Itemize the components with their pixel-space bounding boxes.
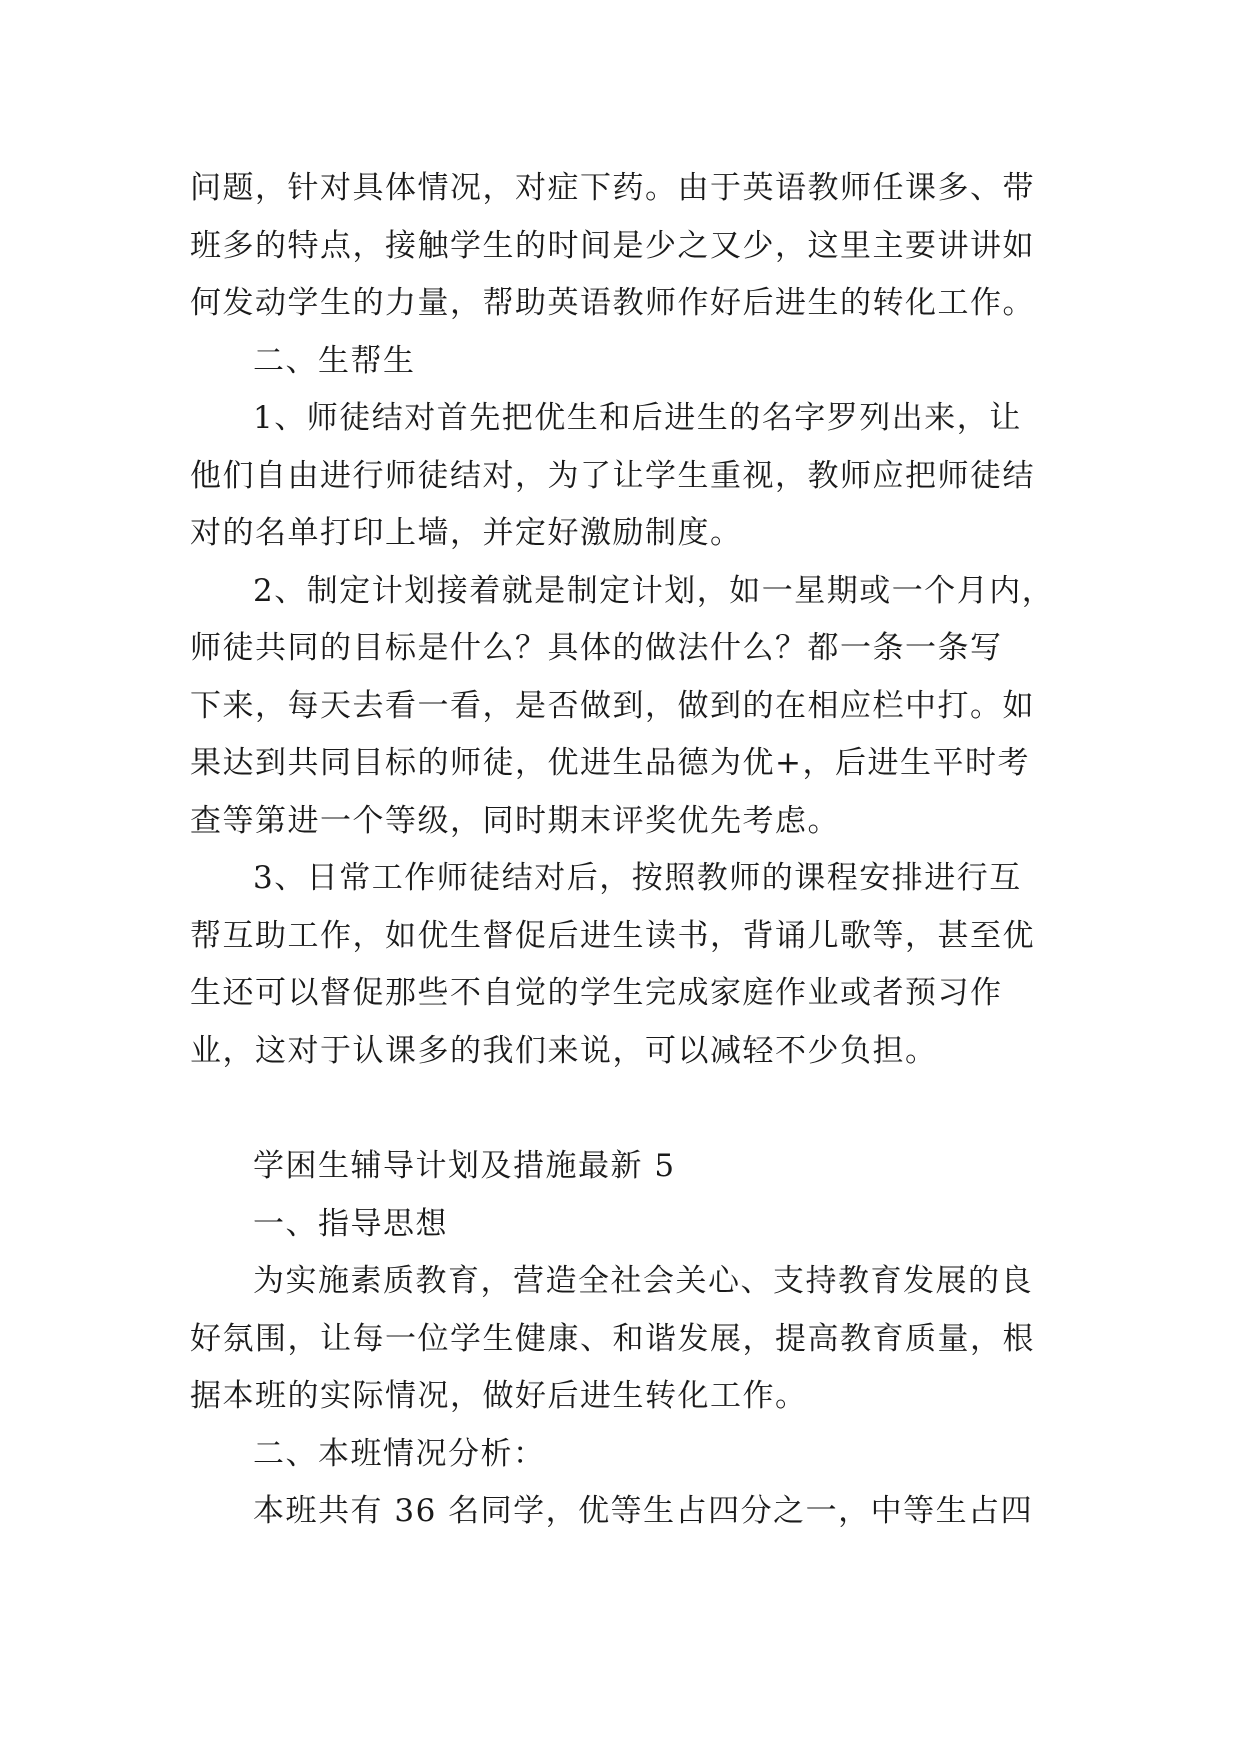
paragraph-line: 果达到共同目标的师徒，优进生品德为优+，后进生平时考 (190, 745, 1030, 781)
paragraph-line: 2、制定计划接着就是制定计划，如一星期或一个月内， (253, 572, 1055, 609)
paragraph-line: 业，这对于认课多的我们来说，可以减轻不少负担。 (190, 1032, 938, 1069)
paragraph-line: 帮互助工作，如优生督促后进生读书，背诵儿歌等，甚至优 (190, 917, 1035, 954)
paragraph-line: 对的名单打印上墙，并定好激励制度。 (190, 515, 743, 551)
paragraph-line: 生还可以督促那些不自觉的学生完成家庭作业或者预习作 (190, 975, 1003, 1011)
document-page (190, 160, 1055, 1541)
paragraph-line: 3、日常工作师徒结对后，按照教师的课程安排进行互 (253, 860, 1022, 896)
section-heading: 二、本班情况分析： (253, 1435, 546, 1472)
blank-gap (190, 1080, 1050, 1138)
paragraph-line: 好氛围，让每一位学生健康、和谐发展，提高教育质量，根 (190, 1320, 1035, 1357)
paragraph-line: 班多的特点，接触学生的时间是少之又少，这里主要讲讲如 (190, 227, 1035, 264)
section-heading: 二、生帮生 (253, 342, 416, 379)
paragraph-line: 1、师徒结对首先把优生和后进生的名字罗列出来，让 (253, 400, 1022, 436)
section-heading: 一、指导思想 (253, 1205, 448, 1242)
paragraph-line: 他们自由进行师徒结对，为了让学生重视，教师应把师徒结 (190, 457, 1035, 494)
paragraph-line: 本班共有 36 名同学，优等生占四分之一，中等生占四 (253, 1493, 1034, 1529)
paragraph-line: 师徒共同的目标是什么？具体的做法什么？都一条一条写 (190, 630, 1003, 666)
paragraph-line: 据本班的实际情况，做好后进生转化工作。 (190, 1378, 808, 1414)
paragraph-line: 为实施素质教育，营造全社会关心、支持教育发展的良 (253, 1263, 1033, 1299)
paragraph-line: 查等第进一个等级，同时期末评奖优先考虑。 (190, 802, 840, 839)
document-title: 学困生辅导计划及措施最新 5 (253, 1148, 676, 1184)
paragraph-line: 问题，针对具体情况，对症下药。由于英语教师任课多、带 (190, 170, 1035, 206)
paragraph-line: 下来，每天去看一看，是否做到，做到的在相应栏中打。如 (190, 687, 1035, 724)
paragraph-line: 何发动学生的力量，帮助英语教师作好后进生的转化工作。 (190, 285, 1035, 321)
